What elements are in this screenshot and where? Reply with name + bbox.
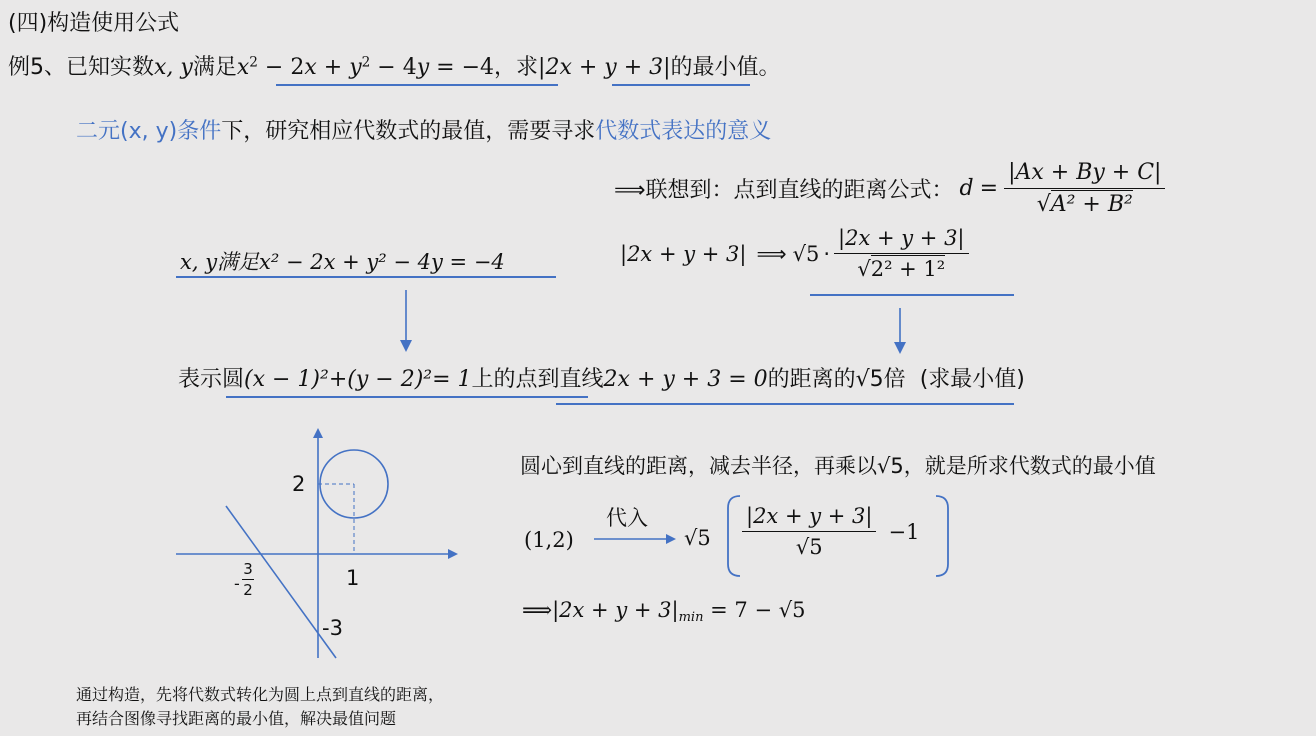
- example-satisfy: 满足: [192, 55, 237, 80]
- example-expr: |2x + y + 3|: [538, 55, 671, 80]
- right-denominator: √2² + 1²: [857, 257, 946, 281]
- note-part2: 下，研究相应代数式的最值，需要寻求: [221, 119, 596, 144]
- meaning-circle: (x − 1)²+(y − 2)²= 1: [244, 367, 472, 392]
- note-line: [76, 114, 771, 145]
- right-numerator: |2x + y + 3|: [838, 226, 965, 250]
- arrow-down-left: [396, 288, 416, 354]
- footnote-line2: 再结合图像寻找距离的最小值，解决最值问题: [76, 709, 397, 728]
- right-arrow: ⟹: [756, 241, 787, 266]
- example-statement: [8, 50, 781, 81]
- y-axis-arrow: [313, 428, 323, 438]
- frac-num: 3: [243, 560, 253, 578]
- result-rhs: = 7 − √5: [703, 598, 806, 622]
- arrow-down-right: [890, 306, 910, 356]
- section-title: (四)构造使用公式: [8, 11, 180, 36]
- formula-eq: =: [979, 176, 999, 201]
- label-y-neg3: -3: [322, 616, 343, 640]
- meaning-times: √5倍: [855, 367, 906, 392]
- underline-left-condition: [176, 276, 556, 278]
- example-prefix: 例5、已知实数: [8, 55, 154, 80]
- sub-point: (1,2): [524, 528, 574, 552]
- sub-arrow-label: 代入: [606, 506, 648, 530]
- formula-d: d: [959, 176, 974, 201]
- note-part3: 代数式表达的意义: [595, 119, 772, 144]
- footnote-line1: 通过构造，先将代数式转化为圆上点到直线的距离，: [76, 685, 445, 704]
- result-line: [522, 598, 806, 625]
- right-dot: ·: [823, 241, 831, 266]
- sub-numerator: |2x + y + 3|: [746, 504, 873, 528]
- underline-line: [556, 403, 1014, 405]
- label-frac-sign: -: [234, 574, 240, 593]
- distance-formula: [614, 160, 1165, 217]
- meaning-line: [178, 362, 1025, 393]
- frac-den: 2: [243, 581, 253, 599]
- right-lhs: |2x + y + 3|: [620, 241, 747, 266]
- right-expression: [620, 226, 969, 281]
- sub-minus1: −1: [888, 519, 920, 544]
- sub-sqrt5: √5: [684, 526, 711, 550]
- underline-expr: [612, 84, 750, 86]
- example-tail: 的最小值。: [670, 55, 781, 80]
- explanation: 圆心到直线的距离，减去半径，再乘以√5，就是所求代数式的最小值: [520, 454, 1156, 478]
- left-condition: x, y满足x² − 2x + y² − 4y = −4: [180, 250, 505, 274]
- sub-arrow: [594, 532, 678, 546]
- label-x-1: 1: [346, 566, 360, 590]
- formula-denominator: √A² + B²: [1036, 192, 1133, 217]
- sub-fraction-group: [742, 504, 919, 559]
- underline-right-expr: [810, 294, 1014, 296]
- coordinate-graph: [170, 424, 470, 668]
- result-lhs: ⟹|2x + y + 3|: [522, 598, 679, 622]
- sub-fraction: [742, 504, 876, 559]
- example-vars: x, y: [154, 55, 193, 80]
- formula-numerator: |Ax + By + C|: [1008, 160, 1162, 185]
- meaning-distance: 的距离的: [767, 367, 856, 392]
- meaning-represent: 表示圆: [178, 367, 245, 392]
- example-equation: $x^2 - 2x + y^2 - 4y = -4$: [236, 54, 495, 80]
- note-part1: 二元(x, y)条件: [76, 119, 222, 144]
- result-sub: min: [678, 609, 704, 625]
- example-find: ，求: [494, 55, 539, 80]
- underline-equation: [276, 84, 558, 86]
- right-sqrt5: √5: [792, 241, 820, 266]
- meaning-req: (求最小值): [919, 367, 1025, 392]
- label-y-2: 2: [292, 472, 306, 496]
- x-axis-arrow: [448, 549, 458, 559]
- sub-denominator: √5: [795, 535, 823, 559]
- right-paren: [932, 494, 950, 578]
- label-x-neg3-2: [242, 560, 254, 599]
- right-fraction: [834, 226, 968, 281]
- meaning-line-eq: 2x + y + 3 = 0: [603, 367, 768, 392]
- formula-fraction: [1004, 160, 1165, 217]
- meaning-on: 上的: [471, 367, 516, 392]
- meaning-point-to-line: 点到直线: [515, 367, 604, 392]
- associate-label: ⟹联想到：点到直线的距离公式：: [614, 178, 954, 203]
- underline-circle: [226, 396, 588, 398]
